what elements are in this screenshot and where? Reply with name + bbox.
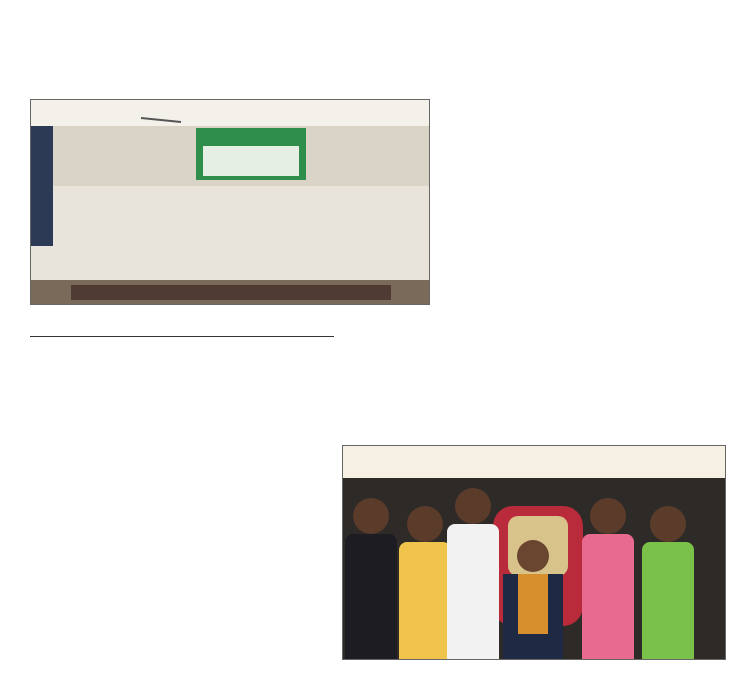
group-award-photo-art (31, 100, 429, 304)
column-divider (30, 336, 334, 337)
group-award-photo (30, 99, 430, 305)
headmaster-honor-photo-art (343, 446, 725, 659)
headmaster-honor-photo (342, 445, 726, 660)
headline (0, 0, 738, 90)
